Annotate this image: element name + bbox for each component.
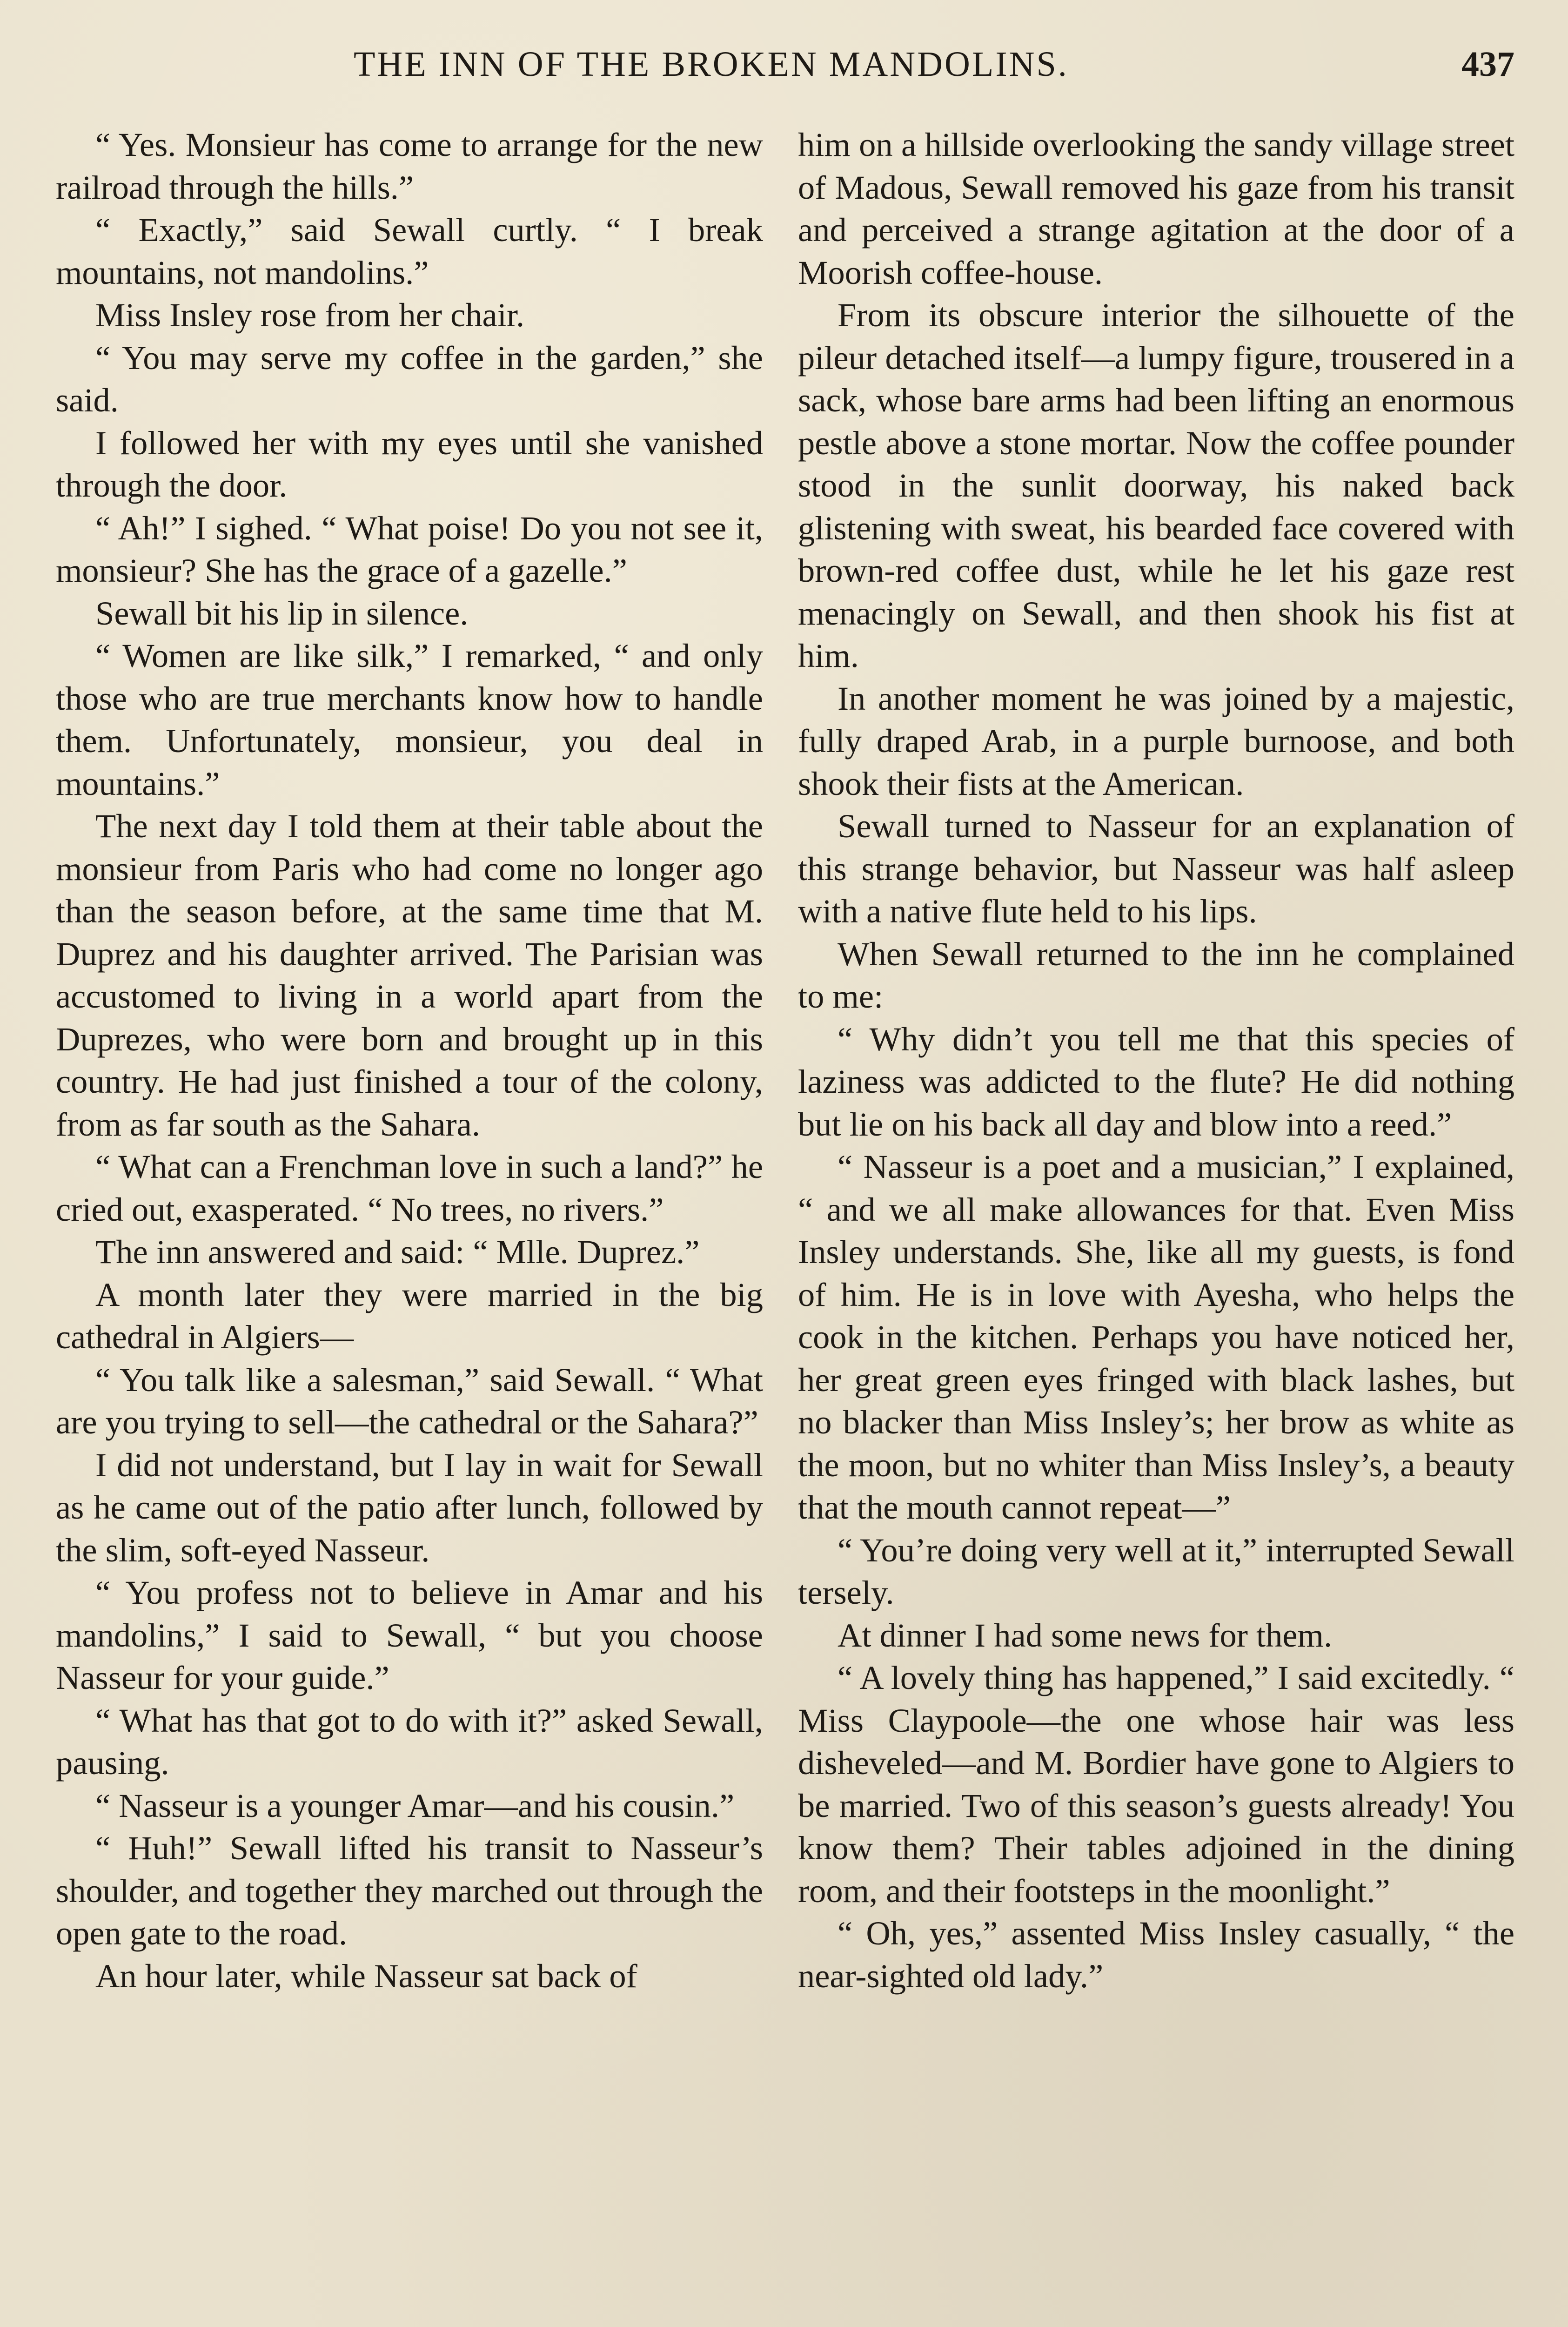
paragraph: “ What has that got to do with it?” asked Sewall, pausing. [56, 1701, 763, 1782]
paragraph: “ Why didn’t you tell me that this species of laziness was addicted to the flute? He did nothing but lie on his back all day and blow into a reed.” [798, 1020, 1514, 1143]
paragraph: “ Nasseur is a poet and a musician,” I explained, “ and we all make allowances for that. Even Miss Insley understands. She, like all my guests, is fond of him. He is in love with Ayesha, who helps the cook in the kitchen. Perhaps you have noticed her, her great green eyes fringed with black lashes, but no blacker than Miss Insley’s; her brow as white as the moon, but no whiter than Miss Insley’s, a beauty that the mouth cannot repeat—” [798, 1148, 1514, 1526]
paragraph: From its obscure interior the silhouette of the pileur detached itself—a lumpy figure, trousered in a sack, whose bare arms had been lifting an enormous pestle above a stone mortar. Now the coffee pounder stood in the sunlit doorway, his naked back glistening with sweat, his bearded face covered with brown-red coffee dust, while he let his gaze rest menacingly on Sewall, and then shook his fist at him. [798, 296, 1514, 674]
paragraph: “ Women are like silk,” I remarked, “ and only those who are true merchants know how to handle them. Unfortunately, monsieur, you deal in mountains.” [56, 637, 763, 802]
paragraph: I followed her with my eyes until she vanished through the door. [56, 424, 763, 504]
paragraph: Sewall bit his lip in silence. [95, 594, 469, 632]
paragraph: “ You talk like a salesman,” said Sewall. “ What are you trying to sell—the cathedral or the Sahara?” [56, 1360, 763, 1441]
paragraph: Miss Insley rose from her chair. [95, 296, 525, 334]
paragraph: “ A lovely thing has happened,” I said excitedly. “ Miss Claypoole—the one whose hair was less disheveled—and M. Bordier have gone to Algiers to be married. Two of this season’s guests already! You know them? Their tables adjoined in the dining room, and their footsteps in the moonlight.” [798, 1659, 1514, 1910]
paragraph: The inn answered and said: “ Mlle. Duprez.” [95, 1233, 700, 1271]
paragraph: Sewall turned to Nasseur for an explanation of this strange behavior, but Nasseur was half asleep with a native flute held to his lips. [798, 807, 1514, 930]
paragraph: A month later they were married in the big cathedral in Algiers— [56, 1275, 763, 1356]
paragraph: him on a hillside overlooking the sandy village street of Madous, Sewall removed his gaze from his transit and perceived a strange agitation at the door of a Moorish coffee-house. [798, 126, 1514, 291]
paragraph: When Sewall returned to the inn he complained to me: [798, 935, 1514, 1015]
paragraph: “ Nasseur is a younger Amar—and his cousin.” [95, 1786, 735, 1824]
paragraph: “ Huh!” Sewall lifted his transit to Nasseur’s shoulder, and together they marched out through the open gate to the road. [56, 1829, 763, 1952]
paragraph: At dinner I had some news for them. [838, 1616, 1333, 1654]
right-column [798, 123, 1514, 1997]
page-number: 437 [1461, 45, 1514, 84]
paragraph: “ What can a Frenchman love in such a land?” he cried out, exasperated. “ No trees, no rivers.” [56, 1148, 763, 1228]
paragraph: “ You may serve my coffee in the garden,” she said. [56, 338, 763, 419]
left-column [56, 123, 763, 1997]
paragraph: In another moment he was joined by a majestic, fully draped Arab, in a purple burnoose, and both shook their fists at the American. [798, 679, 1514, 802]
paragraph: “ You’re doing very well at it,” interrupted Sewall tersely. [798, 1531, 1514, 1611]
paragraph: “ Oh, yes,” assented Miss Insley casually, “ the near-sighted old lady.” [798, 1914, 1514, 1995]
paragraph: “ Exactly,” said Sewall curtly. “ I break mountains, not mandolins.” [56, 211, 763, 291]
paragraph: An hour later, while Nasseur sat back of [95, 1957, 637, 1995]
paragraph: “ You profess not to believe in Amar and his mandolins,” I said to Sewall, “ but you choose Nasseur for your guide.” [56, 1574, 763, 1696]
running-title: THE INN OF THE BROKEN MANDOLINS. [354, 45, 1069, 84]
paragraph: The next day I told them at their table about the monsieur from Paris who had come no longer ago than the season before, at the same time that M. Duprez and his daughter arrived. The Parisian was accustomed to living in a world apart from the Duprezes, who were born and brought up in this country. He had just finished a tour of the colony, from as far south as the Sahara. [56, 807, 763, 1143]
paragraph: “ Ah!” I sighed. “ What poise! Do you not see it, monsieur? She has the grace of a gazelle.” [56, 509, 763, 589]
paragraph: I did not understand, but I lay in wait for Sewall as he came out of the patio after lunch, followed by the slim, soft-eyed Nasseur. [56, 1446, 763, 1569]
paragraph: “ Yes. Monsieur has come to arrange for the new railroad through the hills.” [56, 126, 763, 206]
